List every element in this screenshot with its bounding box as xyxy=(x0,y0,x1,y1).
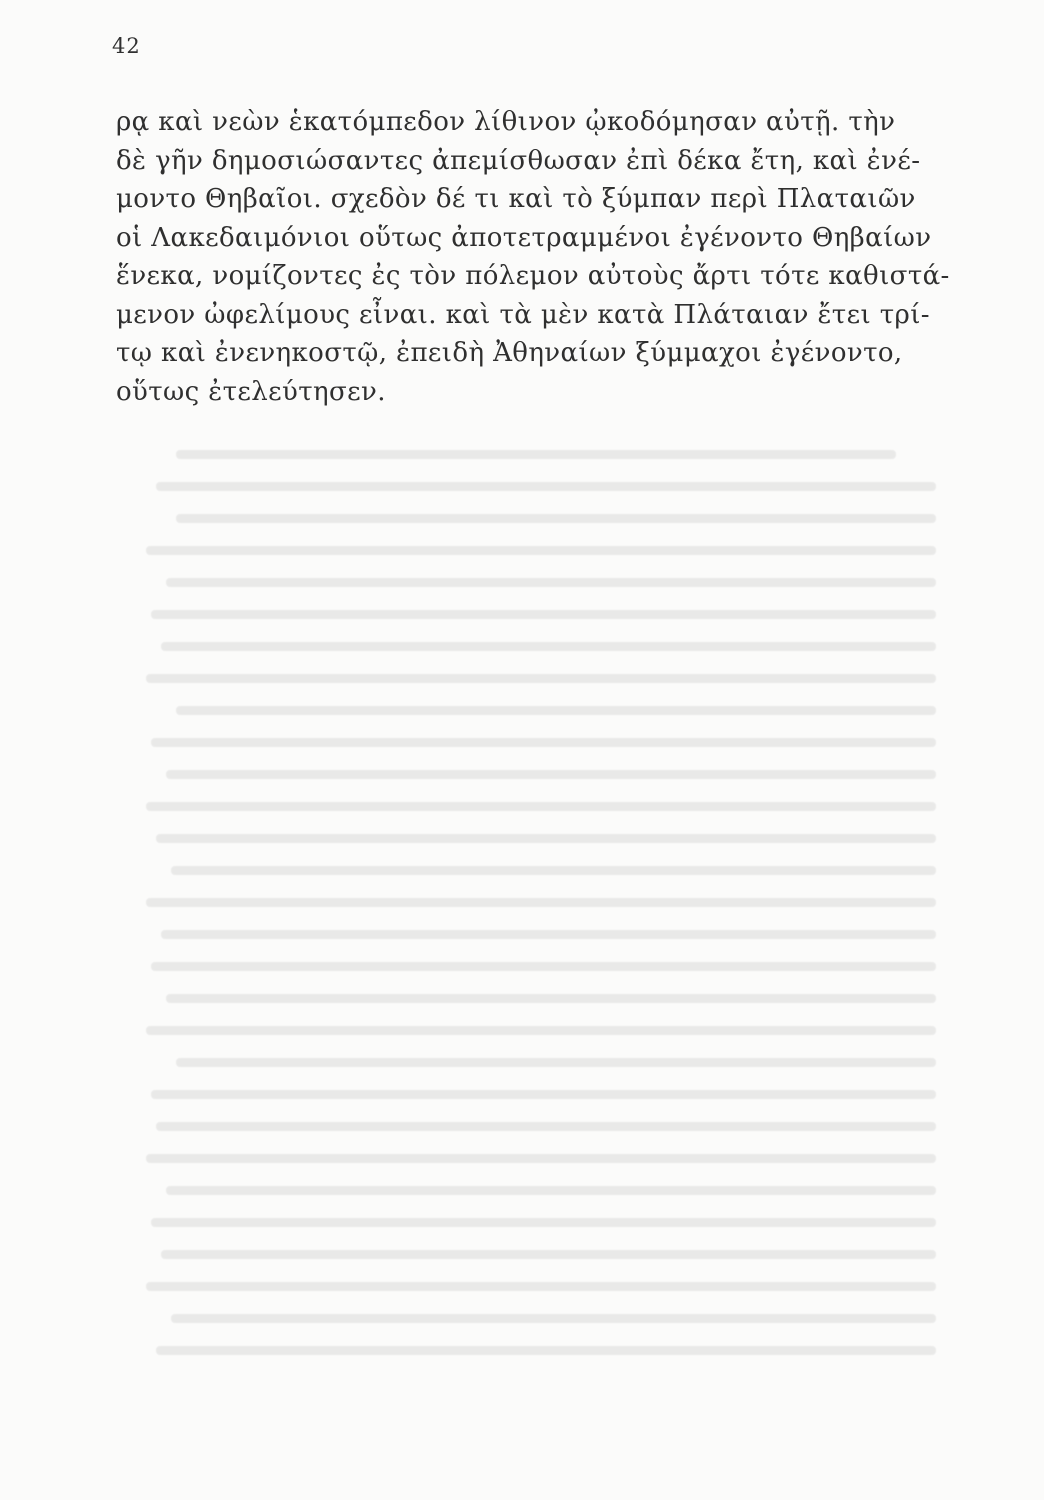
text-line: οἱ Λακεδαιμόνιοι οὕτως ἀποτετραμμένοι ἐγένοντο Θηβαίων xyxy=(116,222,932,253)
text-line: μενον ὠφελίμους εἶναι. καὶ τὰ μὲν κατὰ Πλάταιαν ἔτει τρί- xyxy=(116,299,930,330)
text-line: μοντο Θηβαῖοι. σχεδὸν δέ τι καὶ τὸ ξύμπαν περὶ Πλαταιῶν xyxy=(116,184,916,214)
body-text xyxy=(116,103,950,411)
text-line: οὕτως ἐτελεύτησεν. xyxy=(116,376,386,407)
text-line: ἕνεκα, νομίζοντες ἐς τὸν πόλεμον αὐτοὺς ἄρτι τότε καθιστά- xyxy=(116,261,950,291)
text-line: δὲ γῆν δημοσιώσαντες ἀπεμίσθωσαν ἐπὶ δέκα ἔτη, καὶ ἐνέ- xyxy=(116,145,921,176)
show-through-texture xyxy=(116,440,936,1380)
page-number: 42 xyxy=(112,34,141,58)
text-line: τῳ καὶ ἐνενηκοστῷ, ἐπειδὴ Ἀθηναίων ξύμμαχοι ἐγένοντο, xyxy=(116,338,903,368)
text-line: ρᾳ καὶ νεὼν ἑκατόμπεδον λίθινον ᾠκοδόμησαν αὐτῇ. τὴν xyxy=(116,107,896,137)
